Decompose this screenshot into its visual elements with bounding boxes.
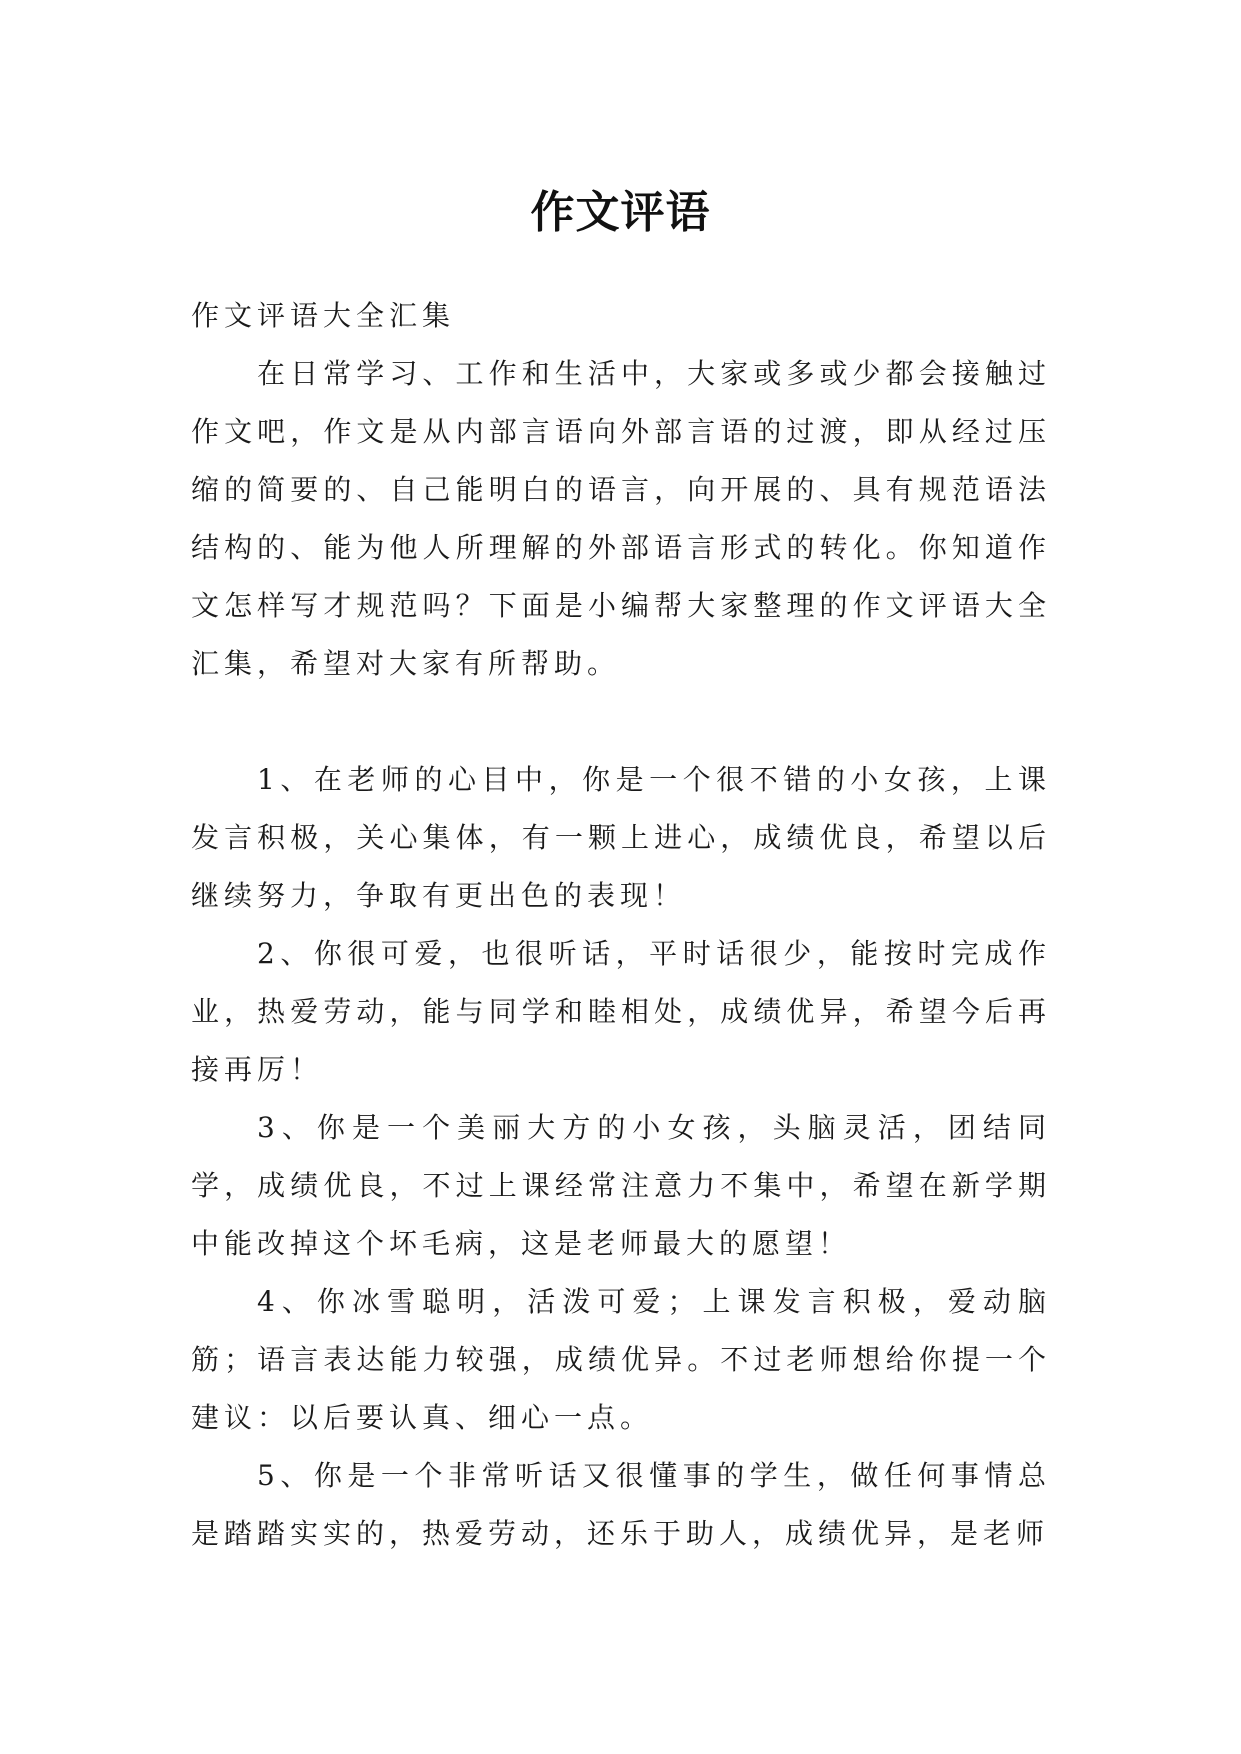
paragraph-gap	[191, 693, 1051, 751]
document-body	[191, 287, 1051, 1563]
comment-item-2: 2、你很可爱，也很听话，平时话很少，能按时完成作业，热爱劳动，能与同学和睦相处，成绩优异，希望今后再接再厉！	[191, 937, 1051, 1086]
comment-item-5: 5、你是一个非常听话又很懂事的学生，做任何事情总是踏踏实实的，热爱劳动，还乐于助人，成绩优异，是老师	[191, 1459, 1051, 1550]
comment-item-3: 3、你是一个美丽大方的小女孩，头脑灵活，团结同学，成绩优良，不过上课经常注意力不集中，希望在新学期中能改掉这个坏毛病，这是老师最大的愿望！	[191, 1111, 1051, 1260]
document-subtitle: 作文评语大全汇集	[191, 299, 456, 332]
comment-item-4: 4、你冰雪聪明，活泼可爱；上课发言积极，爱动脑筋；语言表达能力较强，成绩优异。不过老师想给你提一个建议：以后要认真、细心一点。	[191, 1285, 1051, 1434]
document-title: 作文评语	[530, 187, 711, 239]
intro-paragraph: 在日常学习、工作和生活中，大家或多或少都会接触过作文吧，作文是从内部言语向外部言语的过渡，即从经过压缩的简要的、自己能明白的语言，向开展的、具有规范语法结构的、能为他人所理解的外部语言形式的转化。你知道作文怎样写才规范吗？下面是小编帮大家整理的作文评语大全汇集，希望对大家有所帮助。	[191, 357, 1051, 680]
comment-item-1: 1、在老师的心目中，你是一个很不错的小女孩，上课发言积极，关心集体，有一颗上进心，成绩优良，希望以后继续努力，争取有更出色的表现！	[191, 763, 1051, 912]
